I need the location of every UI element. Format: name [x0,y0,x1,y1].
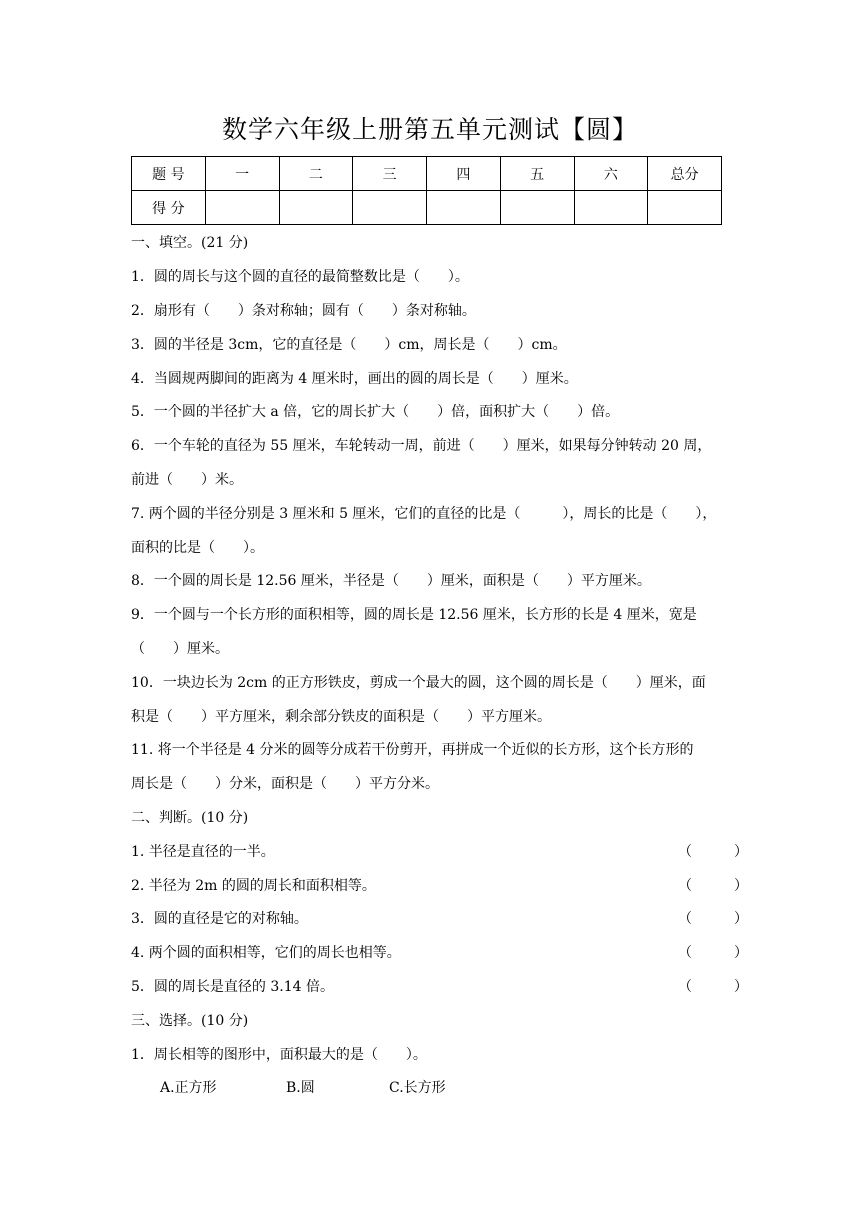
question-line: 周长是（ ）分米，面积是（ ）平方分米。 [131,776,439,792]
table-cell: 一 [205,157,279,191]
question-line: 11. 将一个半径是 4 分米的圆等分成若干份剪开，再拼成一个近似的长方形，这个长方形的 [131,742,694,758]
table-cell: 三 [353,157,427,191]
question-line: 8．一个圆的周长是 12.56 厘米，半径是（ ）厘米，面积是（ ）平方厘米。 [131,573,651,589]
choice-question: 1．周长相等的图形中，面积最大的是（ ）。 [131,1047,427,1063]
question-line: （ ）厘米。 [131,641,229,657]
question-line: 3．圆的半径是 3cm，它的直径是（ ）cm，周长是（ ）cm。 [131,337,567,353]
section-heading: 二、判断。(10 分) [131,810,249,826]
table-cell: 二 [279,157,353,191]
score-input-cell[interactable] [500,191,574,225]
score-input-cell[interactable] [427,191,501,225]
question-line: 7. 两个圆的半径分别是 3 厘米和 5 厘米，它们的直径的比是（ ），周长的比是（ ）， [131,506,717,522]
question-line: 前进（ ）米。 [131,472,243,488]
score-input-cell[interactable] [648,191,722,225]
question-line: 10．一块边长为 2cm 的正方形铁皮，剪成一个最大的圆，这个圆的周长是（ ）厘米，面 [131,675,706,691]
answer-bracket[interactable]: （ ） [678,878,748,894]
answer-bracket[interactable]: （ ） [678,844,748,860]
question-line: 面积的比是（ ）。 [131,540,264,556]
score-table [131,156,722,225]
judge-item: 1. 半径是直径的一半。 [131,844,275,860]
table-cell: 总分 [648,157,722,191]
answer-bracket[interactable]: （ ） [678,979,748,995]
judge-item: 3．圆的直径是它的对称轴。 [131,911,308,927]
table-cell: 五 [500,157,574,191]
judge-item: 4. 两个圆的面积相等，它们的周长也相等。 [131,945,401,961]
table-cell: 得 分 [132,191,206,225]
question-line: 积是（ ）平方厘米，剩余部分铁皮的面积是（ ）平方厘米。 [131,709,551,725]
score-input-cell[interactable] [353,191,427,225]
table-row [132,157,722,191]
option-a[interactable]: A.正方形 [160,1080,217,1096]
table-row [132,191,722,225]
question-line: 5．一个圆的半径扩大 a 倍，它的周长扩大（ ）倍，面积扩大（ ）倍。 [131,404,620,420]
answer-bracket[interactable]: （ ） [678,911,748,927]
question-line: 6．一个车轮的直径为 55 厘米，车轮转动一周，前进（ ）厘米，如果每分钟转动 20 周， [131,438,712,454]
judge-item: 5．圆的周长是直径的 3.14 倍。 [131,979,334,995]
table-cell: 四 [427,157,501,191]
page-title: 数学六年级上册第五单元测试【圆】 [221,115,638,144]
score-input-cell[interactable] [574,191,648,225]
answer-bracket[interactable]: （ ） [678,945,748,961]
question-line: 2．扇形有（ ）条对称轴；圆有（ ）条对称轴。 [131,303,476,319]
section-heading: 一、填空。(21 分) [131,235,249,251]
question-line: 9．一个圆与一个长方形的面积相等，圆的周长是 12.56 厘米，长方形的长是 4 厘米，宽是 [131,607,697,623]
score-input-cell[interactable] [279,191,353,225]
judge-item: 2. 半径为 2m 的圆的周长和面积相等。 [131,878,376,894]
option-b[interactable]: B.圆 [286,1080,315,1096]
table-cell: 题 号 [132,157,206,191]
score-input-cell[interactable] [205,191,279,225]
section-heading: 三、选择。(10 分) [131,1013,249,1029]
question-line: 1．圆的周长与这个圆的直径的最简整数比是（ ）。 [131,269,469,285]
question-line: 4．当圆规两脚间的距离为 4 厘米时，画出的圆的周长是（ ）厘米。 [131,371,578,387]
table-cell: 六 [574,157,648,191]
option-c[interactable]: C.长方形 [389,1080,446,1096]
